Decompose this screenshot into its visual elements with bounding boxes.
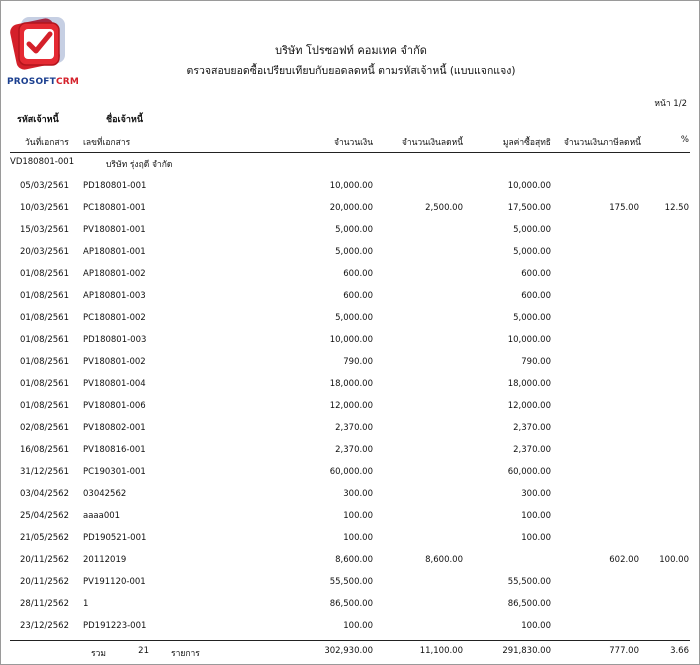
cell-amount: 100.00 [343,621,373,631]
total-unit: รายการ [171,649,200,659]
table-row [1,379,700,393]
col-pct: % [680,135,689,145]
cell-doc-no: AP180801-002 [83,269,146,279]
cell-amount: 10,000.00 [329,335,373,345]
cell-net: 10,000.00 [507,181,551,191]
group-name: บริษัท รุ่งฤดี จำกัด [106,160,173,170]
group-code: VD180801-001 [10,157,75,167]
cell-amount: 10,000.00 [329,181,373,191]
table-row [1,269,700,283]
col-creditor-code: รหัสเจ้าหนี้ [17,115,59,125]
cell-amount: 600.00 [343,291,373,301]
total-net: 291,830.00 [502,646,551,656]
cell-doc-no: PC180801-001 [83,203,146,213]
cell-doc-no: PD180801-001 [83,181,147,191]
col-doc-no: เลขที่เอกสาร [83,138,131,148]
table-row [1,423,700,437]
cell-doc-no: PV180801-001 [83,225,146,235]
table-row [1,203,700,217]
cell-doc-no: PD191223-001 [83,621,147,631]
table-row [1,621,700,635]
table-row [1,181,700,195]
cell-doc-date: 15/03/2561 [20,225,69,235]
logo-brand: PROSOFT [7,77,56,87]
cell-amount: 12,000.00 [329,401,373,411]
cell-net: 600.00 [521,291,551,301]
total-amount: 302,930.00 [324,646,373,656]
cell-net: 100.00 [521,621,551,631]
cell-net: 100.00 [521,533,551,543]
header-divider [10,152,690,153]
cell-amount: 300.00 [343,489,373,499]
cell-doc-no: PV180801-006 [83,401,146,411]
cell-doc-no: 1 [83,599,89,609]
cell-doc-no: 03042562 [83,489,127,499]
total-count: 21 [138,646,149,656]
cell-net: 5,000.00 [513,247,551,257]
cell-amount: 2,370.00 [335,445,373,455]
logo-suffix: CRM [56,77,80,87]
table-row [1,533,700,547]
total-divider [10,640,690,641]
cell-net: 55,500.00 [507,577,551,587]
cell-amount: 5,000.00 [335,313,373,323]
col-vat: จำนวนเงินภาษีลดหนี้ [563,138,641,148]
cell-doc-date: 01/08/2561 [20,357,69,367]
cell-amount: 790.00 [343,357,373,367]
col-doc-date: วันที่เอกสาร [25,138,69,148]
cell-doc-date: 01/08/2561 [20,291,69,301]
table-row [1,555,700,569]
col-net: มูลค่าซื้อสุทธิ [502,138,551,148]
cell-amount: 55,500.00 [329,577,373,587]
table-row [1,357,700,371]
cell-doc-no: AP180801-003 [83,291,146,301]
table-row [1,511,700,525]
cell-doc-no: PV180816-001 [83,445,146,455]
table-row [1,291,700,305]
cell-doc-date: 05/03/2561 [20,181,69,191]
cell-vat: 175.00 [609,203,639,213]
table-row [1,313,700,327]
cell-net: 2,370.00 [513,445,551,455]
cell-doc-date: 01/08/2561 [20,313,69,323]
cell-amount: 20,000.00 [329,203,373,213]
table-row [1,577,700,591]
cell-net: 100.00 [521,511,551,521]
cell-amount: 60,000.00 [329,467,373,477]
cell-doc-date: 02/08/2561 [20,423,69,433]
cell-amount: 2,370.00 [335,423,373,433]
cell-doc-date: 25/04/2562 [20,511,69,521]
cell-pct: 100.00 [659,555,689,565]
col-amount: จำนวนเงิน [333,138,373,148]
cell-net: 2,370.00 [513,423,551,433]
cell-net: 790.00 [521,357,551,367]
cell-doc-no: 20112019 [83,555,127,565]
cell-amount: 5,000.00 [335,247,373,257]
cell-amount: 18,000.00 [329,379,373,389]
cell-net: 5,000.00 [513,313,551,323]
cell-doc-date: 03/04/2562 [20,489,69,499]
cell-net: 18,000.00 [507,379,551,389]
cell-net: 5,000.00 [513,225,551,235]
cell-amount: 5,000.00 [335,225,373,235]
col-creditor-name: ชื่อเจ้าหนี้ [106,115,144,125]
cell-doc-no: PV180801-002 [83,357,146,367]
cell-doc-no: PV180801-004 [83,379,146,389]
cell-doc-date: 23/12/2562 [20,621,69,631]
cell-amount: 600.00 [343,269,373,279]
table-row [1,599,700,613]
total-pct: 3.66 [670,646,689,656]
cell-doc-date: 10/03/2561 [20,203,69,213]
col-discount: จำนวนเงินลดหนี้ [401,138,463,148]
cell-doc-date: 20/11/2562 [20,577,69,587]
cell-doc-date: 20/03/2561 [20,247,69,257]
cell-doc-date: 01/08/2561 [20,379,69,389]
table-row [1,489,700,503]
cell-vat: 602.00 [609,555,639,565]
total-discount: 11,100.00 [419,646,463,656]
cell-doc-date: 28/11/2562 [20,599,69,609]
cell-doc-date: 01/08/2561 [20,401,69,411]
cell-doc-no: PC190301-001 [83,467,146,477]
cell-pct: 12.50 [664,203,689,213]
cell-amount: 8,600.00 [335,555,373,565]
cell-doc-no: PV180802-001 [83,423,146,433]
cell-discount: 8,600.00 [425,555,463,565]
cell-doc-date: 01/08/2561 [20,335,69,345]
cell-doc-date: 21/05/2562 [20,533,69,543]
cell-doc-date: 16/08/2561 [20,445,69,455]
total-vat: 777.00 [609,646,639,656]
cell-doc-no: PV191120-001 [83,577,146,587]
cell-doc-date: 20/11/2562 [20,555,69,565]
cell-net: 300.00 [521,489,551,499]
table-row [1,467,700,481]
cell-doc-date: 31/12/2561 [20,467,69,477]
table-row [1,225,700,239]
table-row [1,335,700,349]
page-number: หน้า 1/2 [654,99,687,109]
cell-net: 86,500.00 [507,599,551,609]
cell-net: 600.00 [521,269,551,279]
cell-doc-no: PD190521-001 [83,533,147,543]
cell-doc-no: AP180801-001 [83,247,146,257]
cell-doc-no: aaaa001 [83,511,121,521]
cell-discount: 2,500.00 [425,203,463,213]
table-row [1,445,700,459]
cell-doc-date: 01/08/2561 [20,269,69,279]
cell-doc-no: PD180801-003 [83,335,147,345]
cell-amount: 100.00 [343,511,373,521]
total-label: รวม [91,649,106,659]
report-title: ตรวจสอบยอดซื้อเปรียบเทียบกับยอดลดหนี้ ตามรหัสเจ้าหนี้ (แบบแจกแจง) [186,65,516,77]
table-row [1,247,700,261]
table-row [1,401,700,415]
company-name: บริษัท โปรซอฟท์ คอมเทค จำกัด [275,44,427,57]
cell-net: 60,000.00 [507,467,551,477]
cell-net: 17,500.00 [507,203,551,213]
cell-net: 12,000.00 [507,401,551,411]
cell-doc-no: PC180801-002 [83,313,146,323]
cell-amount: 86,500.00 [329,599,373,609]
cell-amount: 100.00 [343,533,373,543]
cell-net: 10,000.00 [507,335,551,345]
